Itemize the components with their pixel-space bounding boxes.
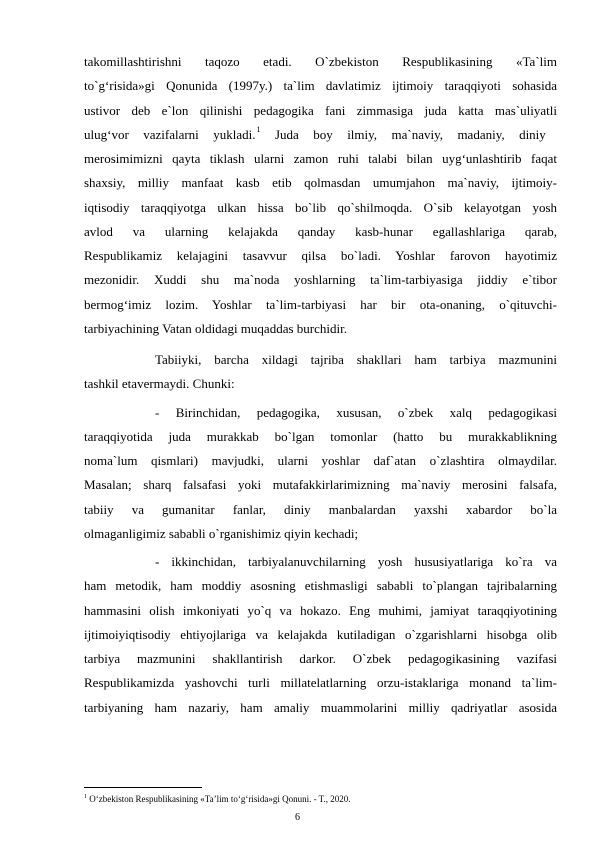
text-line: takomillashtirishni taqozo etadi. O`zbekiston Respublikasining «Ta`lim <box>84 54 557 69</box>
text-line: ustivor deb e`lon qilinishi pedagogika fani zimmasiga juda katta mas`uliyatli <box>84 102 557 118</box>
footnote-text: O‘zbekiston Respublikasining «Ta’lim to‘g‘risida»gi Qonuni. - T., 2020. <box>87 794 351 804</box>
footnote <box>84 794 351 804</box>
footnote-reference[interactable]: 1 <box>256 125 261 135</box>
text-line: mezonidir. Xuddi shu ma`noda yoshlarning ta`lim-tarbiyasiga jiddiy e`tibor <box>84 272 557 288</box>
text-line: bermog‘imiz lozim. Yoshlar ta`lim-tarbiyasi har bir ota-onaning, o`qituvchi- <box>84 296 557 312</box>
text-line: hammasini olish imkoniyati yo`q va hokazo. Eng muhimi, jamiyat taraqqiyotining <box>84 602 557 618</box>
text-line: olmaganligimiz sababli o`rganishimiz qiyin kechadi; <box>84 525 359 541</box>
text-segment: ulug‘vor vazifalarni yukladi. <box>84 126 256 142</box>
text-line: tarbiya mazmunini shakllantirish darkor. O`zbek pedagogikasining vazifasi <box>84 651 557 666</box>
footnote-marker: 1 <box>84 794 87 800</box>
text-line: ham metodik, ham moddiy asosning etishmasligi sababli to`plangan tajribalarning <box>84 578 557 594</box>
text-line: tarbiyaning ham nazariy, ham amaliy muammolarini milliy qadriyatlar asosida <box>84 699 557 715</box>
document-body <box>84 50 557 724</box>
paragraph-2 <box>84 348 557 397</box>
text-line: - Birinchidan, pedagogika, xususan, o`zbek xalq pedagogikasi <box>155 404 557 420</box>
footnote-separator <box>84 787 202 788</box>
text-line-with-footnote <box>84 123 557 147</box>
text-line: taraqqiyotida juda murakkab bo`lgan tomonlar (hatto bu murakkablikning <box>84 428 557 444</box>
text-line: iqtisodiy taraqqiyotga ulkan hissa bo`lib qo`shilmoqda. O`sib kelayotgan yosh <box>84 199 557 215</box>
text-line: shaxsiy, milliy manfaat kasb etib qolmasdan umumjahon ma`naviy, ijtimoiy- <box>84 175 557 191</box>
text-line: to`g‘risida»gi Qonunida (1997y.) ta`lim davlatimiz ijtimoiy taraqqiyoti sohasida <box>84 78 557 94</box>
text-line: - ikkinchidan, tarbiyalanuvchilarning yosh hususiyatlariga ko`ra va <box>155 554 557 569</box>
text-line: Respublikamizda yashovchi turli millatelatlarning orzu-istaklariga monand ta`lim- <box>84 675 557 691</box>
text-line: tabiiy va gumanitar fanlar, diniy manbalardan yaxshi xabardor bo`la <box>84 501 557 517</box>
text-line: merosimimizni qayta tiklash ularni zamon ruhi talabi bilan uyg‘unlashtirib faqat <box>84 151 557 166</box>
text-segment: Juda boy ilmiy, ma`naviy, madaniy, diniy <box>260 126 546 142</box>
paragraph-1 <box>84 50 557 341</box>
text-line: Masalan; sharq falsafasi yoki mutafakkirlarimizning ma`naviy merosini falsafa, <box>84 477 557 493</box>
text-line: noma`lum qismlari) mavjudki, ularni yoshlar daf`atan o`zlashtira olmaydilar. <box>84 453 557 468</box>
text-line: ijtimoiyiqtisodiy ehtiyojlariga va kelajakda kutiladigan o`zgarishlarni hisobga olib <box>84 626 557 642</box>
paragraph-3 <box>84 401 557 547</box>
text-line: Respublikamiz kelajagini tasavvur qilsa bo`ladi. Yoshlar farovon hayotimiz <box>84 248 557 263</box>
text-line: avlod va ularning kelajakda qanday kasb-hunar egallashlariga qarab, <box>84 223 557 239</box>
text-line: tashkil etavermaydi. Chunki: <box>84 376 235 392</box>
text-line: Tabiiyki, barcha xildagi tajriba shakllari ham tarbiya mazmunini <box>155 352 557 367</box>
text-line: tarbiyachining Vatan oldidagi muqaddas burchidir. <box>84 320 347 336</box>
page-number: 6 <box>295 812 300 823</box>
paragraph-4 <box>84 550 557 720</box>
